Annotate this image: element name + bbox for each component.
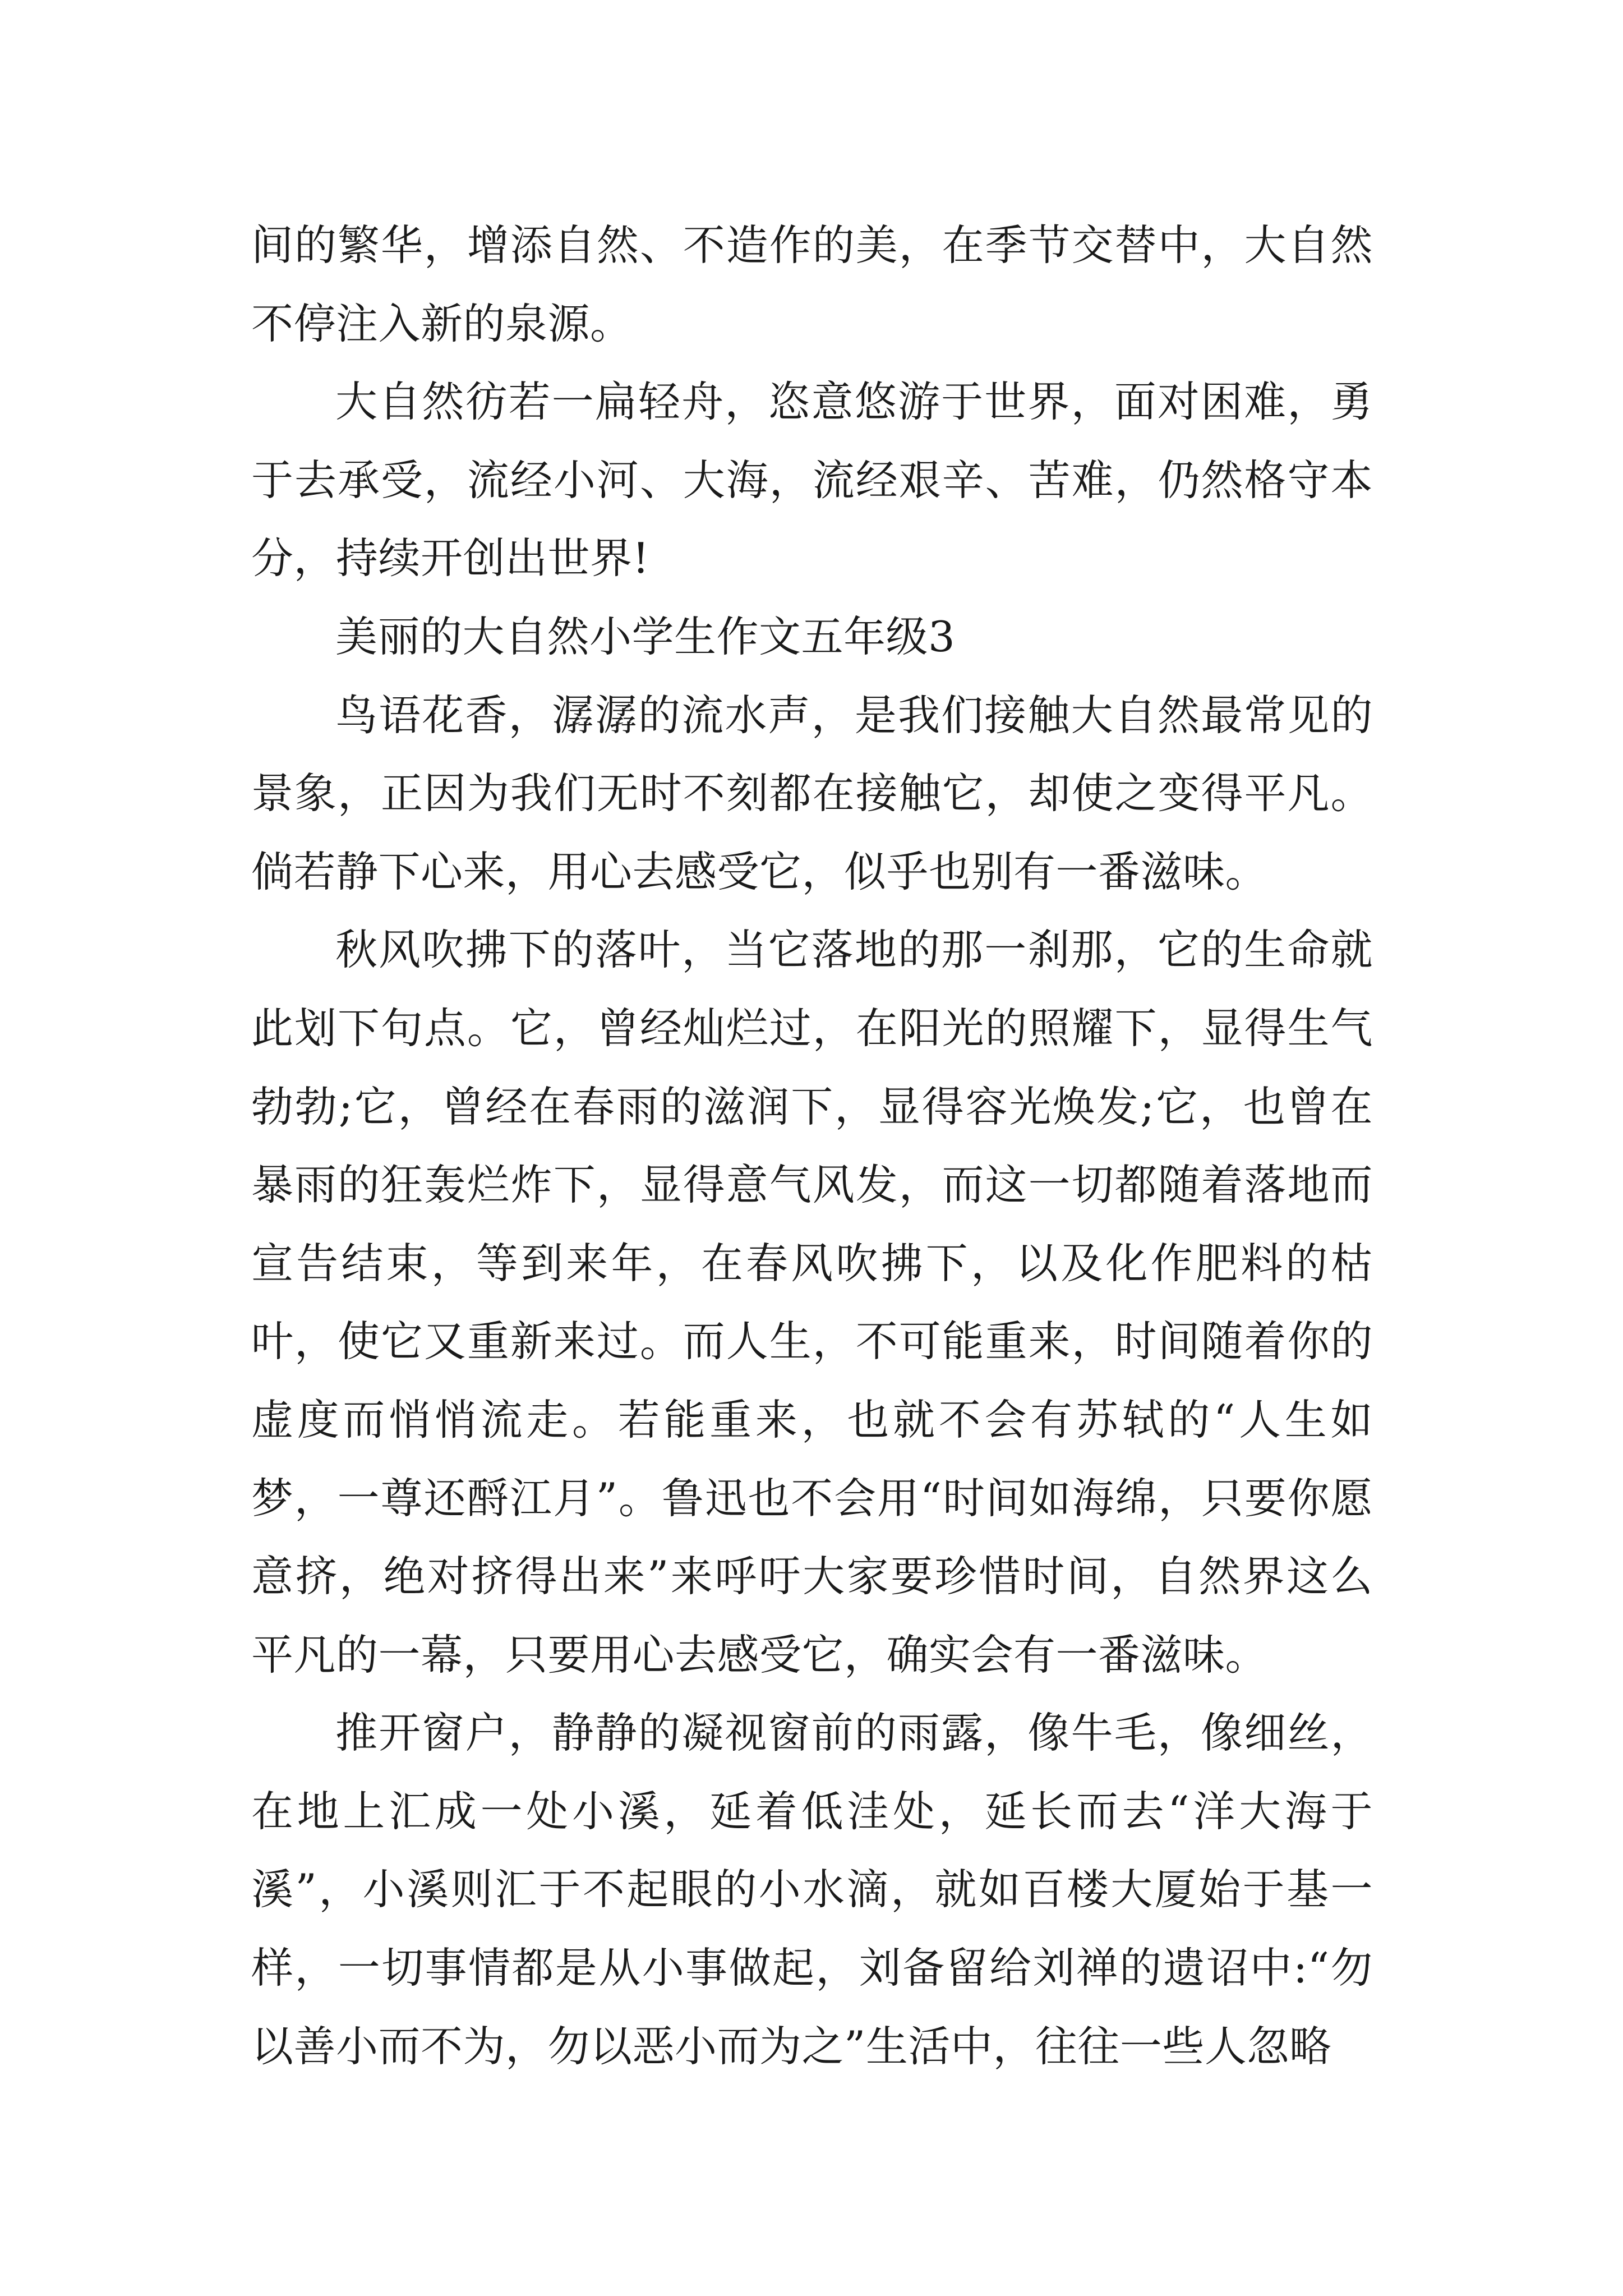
paragraph-autumn-leaves: 秋风吹拂下的落叶，当它落地的那一刹那，它的生命就此划下句点。它，曾经灿烂过，在阳光的照耀下，显得生气勃勃;它，曾经在春雨的滋润下，显得容光焕发;它，也曾在暴雨的狂轰烂炸下，显得意气风发，而这一切都随着落地而宣告结束，等到来年，在春风吹拂下，以及化作肥料的枯叶，使它又重新来过。而人生，不可能重来，时间随着你的虚度而悄悄流走。若能重来，也就不会有苏轼的“人生如梦，一尊还酹江月”。鲁迅也不会用“时间如海绵，只要你愿意挤，绝对挤得出来”来呼吁大家要珍惜时间，自然界这么平凡的一幕，只要用心去感受它，确实会有一番滋味。 [251, 925, 1373, 1680]
paragraph-window-rain: 推开窗户，静静的凝视窗前的雨露，像牛毛，像细丝，在地上汇成一处小溪，延着低洼处，延长而去“洋大海于溪”，小溪则汇于不起眼的小水滴，就如百楼大厦始于基一样，一切事情都是从小事做起，刘备留给刘禅的遗诏中:“勿以善小而不为，勿以恶小而为之”生活中，往往一些人忽略 [251, 1708, 1373, 2071]
paragraph-light-boat: 大自然彷若一扁轻舟，恣意悠游于世界，面对困难，勇于去承受，流经小河、大海，流经艰辛、苦难，仍然格守本分，持续开创出世界! [251, 377, 1373, 583]
paragraph-continuation: 间的繁华，增添自然、不造作的美，在季节交替中，大自然不停注入新的泉源。 [251, 220, 1373, 348]
section-heading: 美丽的大自然小学生作文五年级3 [335, 611, 956, 661]
document-body [251, 206, 1373, 2086]
paragraph-birdsong: 鸟语花香，潺潺的流水声，是我们接触大自然最常见的景象，正因为我们无时不刻都在接触它，却使之变得平凡。倘若静下心来，用心去感受它，似乎也别有一番滋味。 [251, 690, 1373, 896]
